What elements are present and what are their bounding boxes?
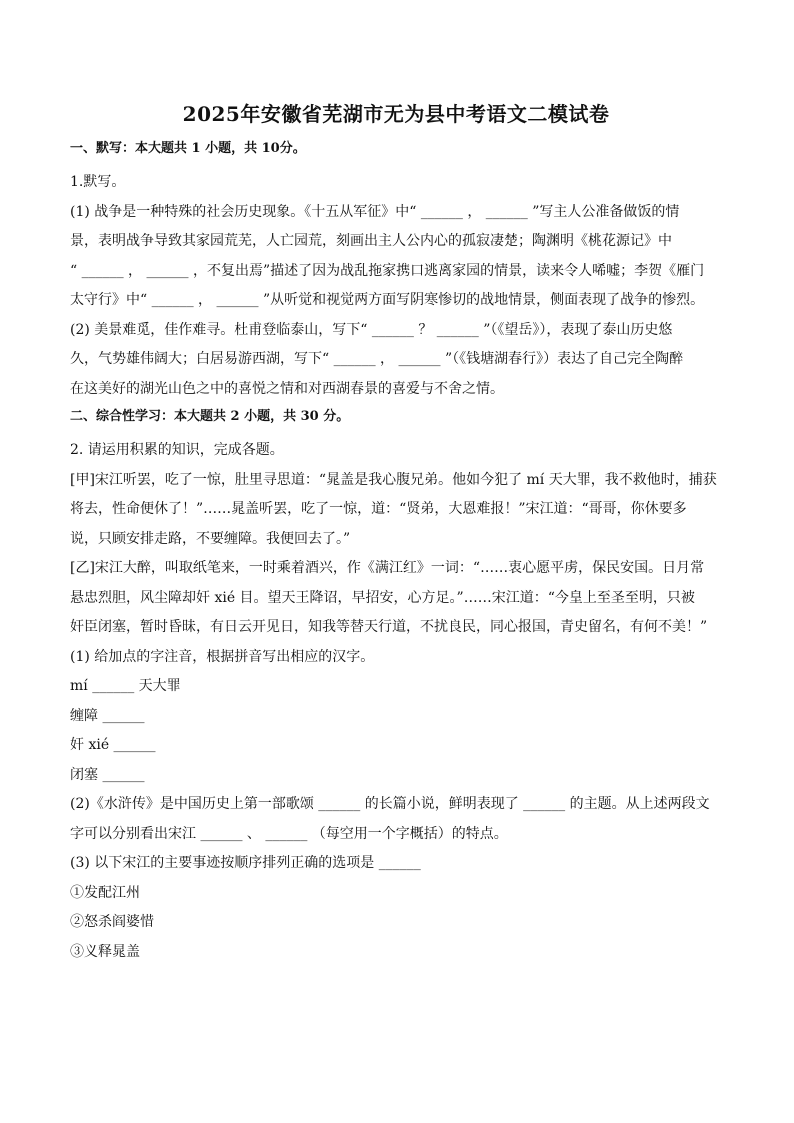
question-1-part-2-line: (2) 美景难觅，佳作难寻。杜甫登临泰山，写下“ ______ ？ ______ ”（《望岳》），表现了泰山历史悠 bbox=[70, 321, 673, 338]
question-1-part-2-line: 久，气势雄伟阔大；白居易游西湖，写下“ ______ ， ______ ”（《钱塘湖春行》）表达了自己完全陶醉 bbox=[70, 351, 684, 367]
passage-jia-line: 将去，性命便休了！”……晁盖听罢，吃了一惊，道：“贤弟，大恩难报！”宋江道：“哥哥，你休要多 bbox=[70, 501, 687, 517]
pinyin-item: 缠障 ______ bbox=[70, 707, 145, 724]
pinyin-item: mí ______ 天大罪 bbox=[70, 678, 181, 694]
question-2-sub-2-line: (2)《水浒传》是中国历史上第一部歌颂 ______ 的长篇小说，鲜明表现了 ______ 的主题。从上述两段文 bbox=[70, 796, 710, 812]
passage-jia-line: 说，只顾安排走路，不要缠障。我便回去了。” bbox=[70, 530, 351, 547]
question-1-part-1-line: 太守行》中“ ______ ， ______ ”从听觉和视觉两方面写阴寒惨切的战地情景，侧面表现了战争的惨烈。 bbox=[70, 292, 705, 308]
section-heading-2: 二、综合性学习：本大题共 2 小题，共 30 分。 bbox=[70, 409, 350, 424]
question-1-part-1-line: “ ______ ， ______ ，不复出焉”描述了因为战乱拖家携口逃离家园的情景，读来令人唏嘘；李贺《雁门 bbox=[70, 262, 705, 279]
question-1-stem: 1.默写。 bbox=[70, 174, 126, 190]
option-item: ①发配江州 bbox=[70, 884, 140, 901]
passage-yi-line: 悬忠烈胆，风尘障却奸 xié 目。望天王降诏，早招安，心方足。”……宋江道：“今皇上至圣至明，只被 bbox=[70, 589, 695, 606]
question-2-sub-1: (1) 给加点的字注音，根据拼音写出相应的汉字。 bbox=[70, 648, 375, 665]
question-1-part-1-line: 景，表明战争导致其家园荒芜，人亡园荒，刻画出主人公内心的孤寂凄楚；陶渊明《桃花源记》中 bbox=[70, 233, 672, 249]
question-2-sub-2-line: 字可以分别看出宋江 ______ 、 ______ （每空用一个字概括）的特点。 bbox=[70, 825, 508, 842]
passage-yi-line: [乙]宋江大醉，叫取纸笔来，一时乘着酒兴，作《满江红》一词：“……衷心愿平虏，保民安国。日月常 bbox=[70, 560, 705, 576]
section-heading-1: 一、默写：本大题共 1 小题，共 10分。 bbox=[70, 141, 306, 156]
option-item: ②怒杀阎婆惜 bbox=[70, 914, 154, 930]
exam-page bbox=[70, 100, 722, 967]
passage-jia-line: [甲]宋江听罢，吃了一惊，肚里寻思道：“晁盖是我心腹兄弟。他如今犯了 mí 天大罪，我不救他时，捕获 bbox=[70, 471, 717, 488]
pinyin-item: 闭塞 ______ bbox=[70, 766, 145, 783]
option-item: ③义释晁盖 bbox=[70, 943, 140, 960]
question-2-sub-3: (3) 以下宋江的主要事迹按顺序排列正确的选项是 ______ bbox=[70, 855, 421, 871]
question-1-part-1-line: (1) 战争是一种特殊的社会历史现象。《十五从军征》中“ ______ ， ______ ”写主人公准备做饭的情 bbox=[70, 203, 680, 220]
passage-yi-line: 奸臣闭塞，暂时昏昧，有日云开见日，知我等替天行道，不扰良民，同心报国，青史留名，有何不美！” bbox=[70, 619, 708, 635]
pinyin-item: 奸 xié ______ bbox=[70, 737, 156, 753]
question-1-part-2-line: 在这美好的湖光山色之中的喜悦之情和对西湖春景的喜爱与不舍之情。 bbox=[70, 380, 504, 397]
exam-title: 2025年安徽省芜湖市无为县中考语文二模试卷 bbox=[182, 102, 610, 126]
question-2-stem: 2. 请运用积累的知识，完成各题。 bbox=[70, 442, 284, 458]
